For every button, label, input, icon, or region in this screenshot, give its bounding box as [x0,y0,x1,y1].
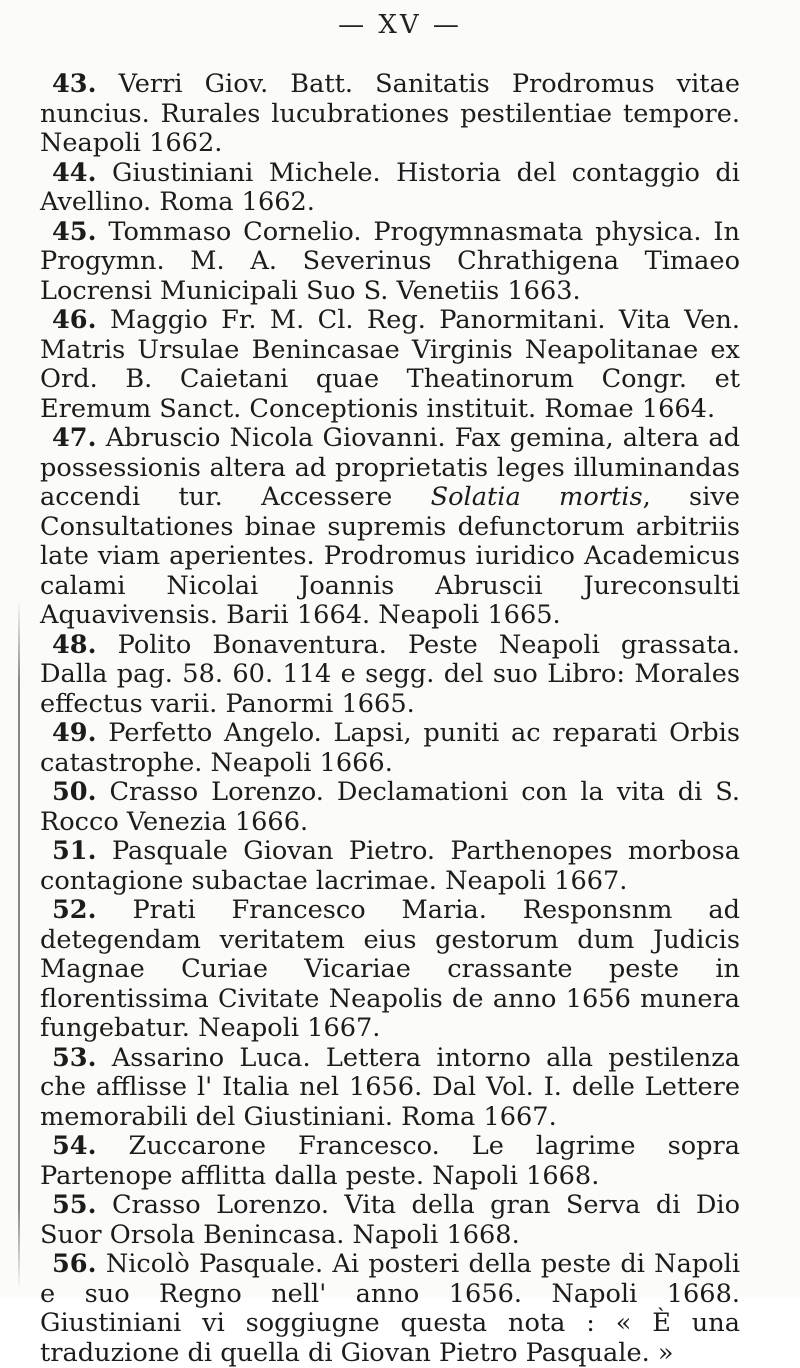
entry-number: 48. [52,629,97,660]
bibliography-entry [40,837,740,896]
entry-number: 49. [52,718,97,748]
page-number-header: — XV — [338,10,462,40]
entry-italic-title: Solatia mortis [430,482,643,512]
bibliography-entry [40,218,740,307]
entry-number: 55. [52,1190,97,1220]
entry-text: Giustiniani Michele. Historia del contaggio di Avellino. Roma 1662. [40,157,740,217]
entry-text: Tommaso Cornelio. Progymnasmata physica. In Progymn. M. A. Severinus Chrathigena Timaeo Locrensi Municipali Suo S. Venetiis 1663. [40,216,740,306]
entry-text: Verri Giov. Batt. Sanitatis Prodromus vitae nuncius. Rurales lucubrationes pestilentiae tempore. Neapoli 1662. [40,69,740,158]
bibliography-entry [40,719,740,778]
page-gutter-line [18,600,20,1290]
entry-number: 47. [52,423,97,453]
bibliography-entry [40,1132,740,1191]
entry-text-before-italic: Abruscio Nicola Giovanni. Fax gemina, altera ad possessionis altera ad proprietatis leges illuminandas accendi tur. Accessere [40,423,740,512]
bibliography-entry [40,159,740,218]
bibliography-entry [40,631,740,720]
entry-text: Zuccarone Francesco. Le lagrime sopra Partenope afflitta dalla peste. Napoli 1668. [40,1131,740,1191]
entry-text: Crasso Lorenzo. Vita della gran Serva di Dio Suor Orsola Benincasa. Napoli 1668. [40,1190,740,1250]
bibliography-list [40,70,740,1368]
entry-number: 44. [52,157,97,188]
bibliography-entry [40,306,740,424]
entry-text-after-italic: , sive Consultationes binae supremis defunctorum arbitriis late viam aperientes. Prodromus iuridico Academicus calami Nicolai Joannis Abruscii Jureconsulti Aquavivensis. Barii 1664. Neapoli 1665. [40,482,740,630]
entry-number: 51. [52,836,97,866]
entry-number: 45. [52,216,97,247]
bibliography-entry [40,1250,740,1368]
entry-number: 53. [52,1042,97,1073]
entry-text: Maggio Fr. M. Cl. Reg. Panormitani. Vita Ven. Matris Ursulae Benincasae Virginis Neapolitanae ex Ord. B. Caietani quae Theatinorum Congr. et Eremum Sanct. Conceptionis instituit. Romae 1664. [40,305,740,424]
entry-number: 43. [52,69,97,99]
bibliography-entry [40,424,740,631]
entry-number: 56. [52,1249,97,1279]
entry-number: 50. [52,777,97,807]
bibliography-entry [40,896,740,1044]
entry-text: Assarino Luca. Lettera intorno alla pestilenza che afflisse l' Italia nel 1656. Dal Vol. I. delle Lettere memorabili del Giustiniani. Roma 1667. [40,1042,741,1132]
bibliography-entry [40,70,740,159]
entry-text: Prati Francesco Maria. Responsnm ad detegendam veritatem eius gestorum dum Judicis Magnae Curiae Vicariae crassante peste in florentissima Civitate Neapolis de anno 1656 munera fungebatur. Neapoli 1667. [40,895,740,1043]
bibliography-entry [40,1191,740,1250]
entry-text: Crasso Lorenzo. Declamationi con la vita di S. Rocco Venezia 1666. [40,777,740,837]
entry-text: Nicolò Pasquale. Ai posteri della peste di Napoli e suo Regno nell' anno 1656. Napoli 1668. Giustiniani vi soggiugne questa nota : « È una traduzione di quella di Giovan Pietro Pasquale. » [40,1249,741,1368]
entry-number: 52. [52,895,97,925]
entry-text: Perfetto Angelo. Lapsi, puniti ac reparati Orbis catastrophe. Neapoli 1666. [40,718,740,778]
bibliography-entry [40,778,740,837]
bibliography-entry [40,1044,740,1133]
entry-text: Polito Bonaventura. Peste Neapoli grassata. Dalla pag. 58. 60. 114 e segg. del suo Libro: Morales effectus varii. Panormi 1665. [40,629,740,719]
entry-number: 54. [52,1131,97,1161]
entry-number: 46. [52,305,97,335]
entry-text: Pasquale Giovan Pietro. Parthenopes morbosa contagione subactae lacrimae. Neapoli 1667. [40,836,740,896]
